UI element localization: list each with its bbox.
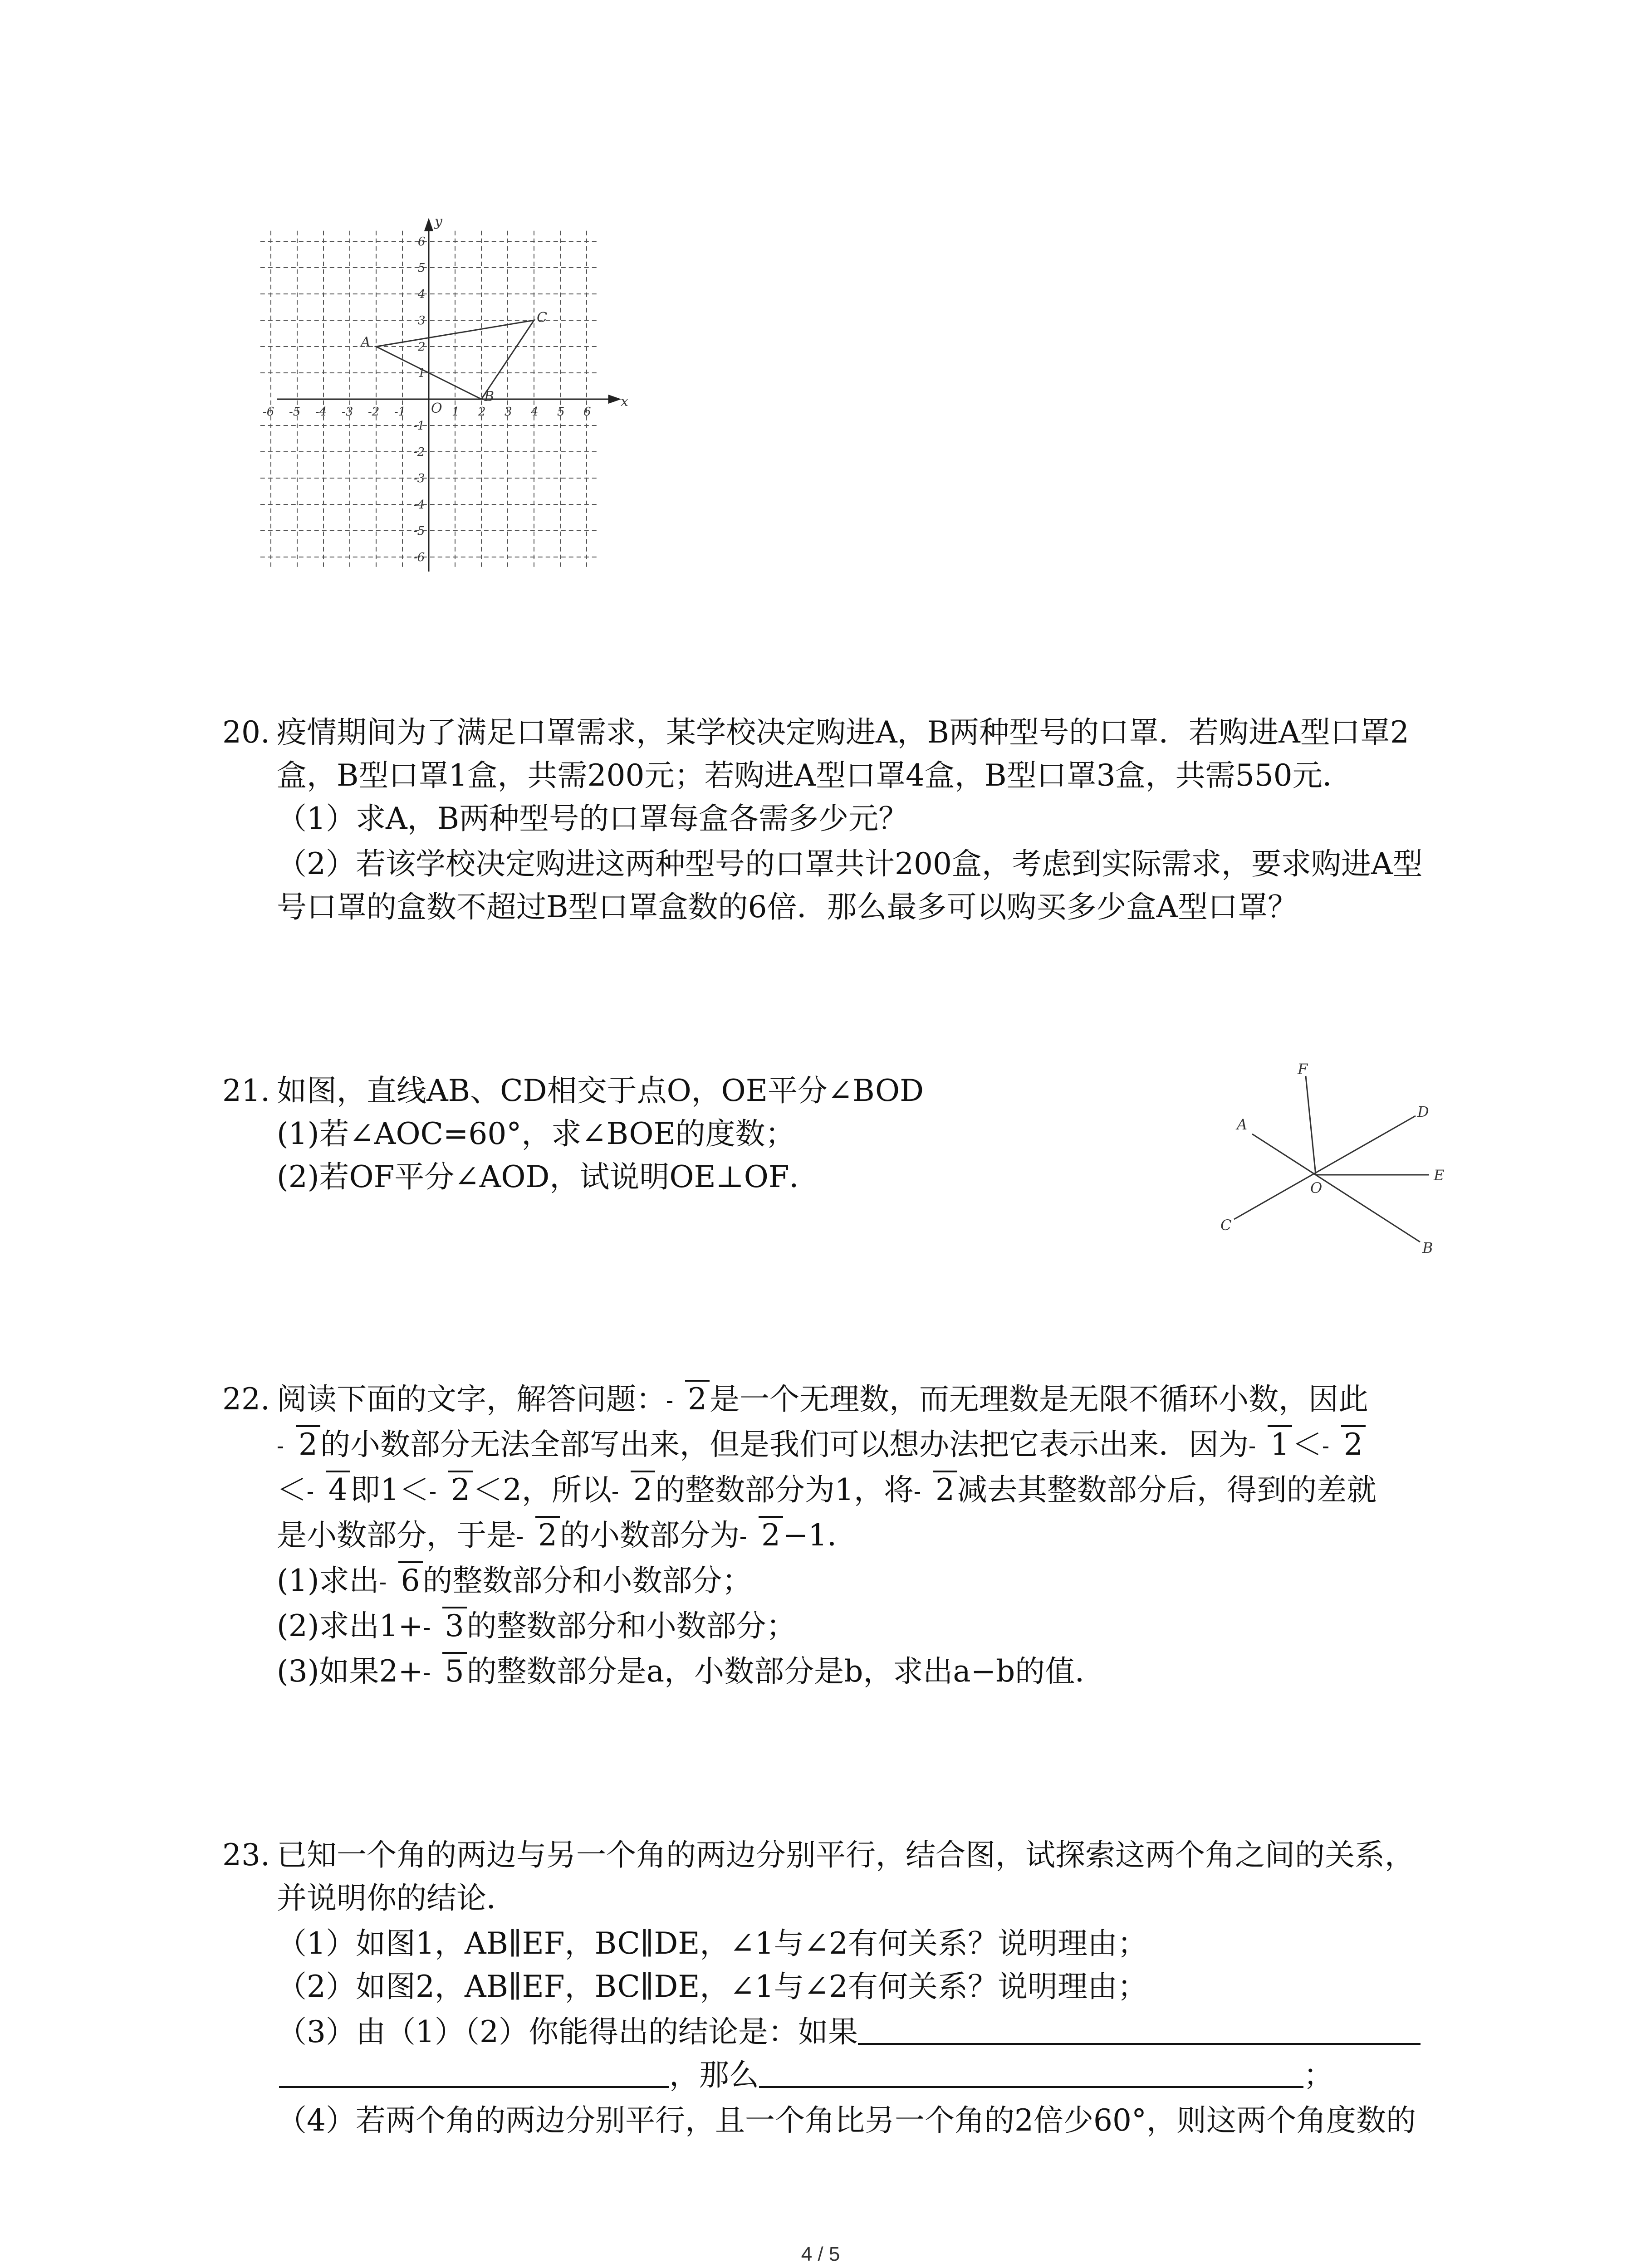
intersecting-lines-figure [1202, 1057, 1456, 1256]
x-tick-label: 6 [583, 405, 591, 419]
y-tick-label: 4 [418, 288, 426, 301]
radicand: 2 [685, 1380, 710, 1417]
sqrt-expression [429, 1467, 473, 1513]
less-than: ＜ [277, 1472, 307, 1507]
text-fragment: 是小数部分，于是 [277, 1518, 516, 1553]
y-tick-label: 5 [418, 261, 426, 275]
question-text: 并说明你的结论． [277, 1881, 516, 1916]
point-b-label: B [484, 389, 495, 405]
question-part: (1)若∠AOC=60°，求∠BOE的度数； [277, 1116, 795, 1151]
x-axis-label: x [621, 394, 628, 410]
label-f: F [1298, 1061, 1308, 1078]
x-tick-label: 3 [505, 405, 512, 419]
radicand: 2 [759, 1516, 783, 1553]
y-tick-label: 2 [418, 340, 426, 354]
label-b: B [1422, 1239, 1433, 1256]
question-part [277, 2009, 1421, 2055]
sqrt-expression [423, 1649, 467, 1694]
question-part: （1）求A，B两种型号的口罩每盒各需多少元？ [277, 801, 909, 836]
text-fragment: 的整数部分是a，小数部分是b，求出a−b的值． [466, 1654, 1105, 1689]
page-number: 4 / 5 [801, 2243, 840, 2265]
origin-label: O [431, 401, 442, 416]
label-c: C [1220, 1217, 1232, 1234]
text-fragment: 阅读下面的文字，解答问题： [277, 1382, 666, 1417]
question-part: （2）若该学校决定购进这两种型号的口罩共计200盒，考虑到实际需求，要求购进A型 [277, 846, 1423, 881]
label-o: O [1310, 1179, 1323, 1197]
text-fragment: 的整数部分和小数部分； [422, 1563, 752, 1598]
question-part: （2）如图2，AB∥EF，BC∥DE，∠1与∠2有何关系？说明理由； [277, 1969, 1147, 2004]
ray-of [1306, 1076, 1316, 1175]
x-tick-label: 4 [531, 405, 539, 419]
question-part: 号口罩的盒数不超过B型口罩盒数的6倍．那么最多可以购买多少盒A型口罩？ [277, 890, 1298, 924]
y-tick-label: 6 [418, 235, 426, 249]
sqrt-expression [277, 1422, 320, 1467]
question-part: （1）如图1，AB∥EF，BC∥DE，∠1与∠2有何关系？说明理由； [277, 1926, 1147, 1961]
question-part [279, 2053, 1333, 2098]
label-d: D [1417, 1103, 1429, 1120]
question-part [277, 1603, 796, 1649]
label-e: E [1434, 1167, 1445, 1184]
radicand: 2 [631, 1471, 655, 1508]
x-tick-label: -6 [263, 405, 274, 419]
question-part [277, 1649, 1105, 1694]
text-fragment: 的整数部分和小数部分； [466, 1608, 796, 1643]
text-fragment: ，那么 [669, 2058, 759, 2092]
text-fragment: 减去其整数部分后，得到的差就 [957, 1472, 1376, 1507]
sqrt-expression [307, 1467, 350, 1513]
y-tick-label: -3 [413, 472, 425, 485]
question-part: (2)若OF平分∠AOD，试说明OE⊥OF． [277, 1159, 819, 1194]
line-ab [1252, 1134, 1420, 1242]
x-tick-label: 1 [452, 405, 460, 419]
x-tick-label: 5 [557, 405, 565, 419]
x-tick-label: -3 [342, 405, 353, 419]
radicand: 2 [933, 1471, 957, 1508]
question-text [277, 1513, 857, 1558]
x-tick-label: -2 [368, 405, 380, 419]
radicand: 5 [442, 1652, 467, 1689]
x-tick-label: 2 [478, 405, 486, 419]
text-fragment: 的小数部分为 [560, 1518, 740, 1553]
point-c-label: C [537, 310, 547, 326]
sqrt-expression [379, 1558, 423, 1603]
text-fragment: （3）由（1）（2）你能得出的结论是：如果 [277, 2014, 858, 2049]
sqrt-expression [423, 1603, 467, 1649]
sqrt-expression [1322, 1422, 1366, 1467]
question-text [277, 1467, 1376, 1513]
x-tick-label: -4 [315, 405, 327, 419]
axes [277, 220, 619, 572]
y-tick-label: -6 [413, 551, 425, 564]
text-fragment: 即1＜ [350, 1472, 429, 1507]
radicand: 3 [442, 1607, 467, 1644]
text-fragment: (2)求出1+ [277, 1608, 423, 1643]
question-number: 23. [222, 1838, 270, 1872]
text-fragment: 是一个无理数，而无理数是无限不循环小数，因此 [710, 1382, 1368, 1417]
question-part: （4）若两个角的两边分别平行，且一个角比另一个角的2倍少60°，则这两个角度数的 [277, 2103, 1416, 2138]
y-axis-label: y [435, 214, 442, 230]
question-number: 20. [222, 715, 270, 750]
question-number: 21. [222, 1073, 270, 1108]
answer-blank[interactable] [858, 2011, 1421, 2045]
radicand: 2 [296, 1425, 320, 1462]
radicand: 1 [1268, 1425, 1292, 1462]
answer-blank[interactable] [759, 2054, 1303, 2088]
answer-blank[interactable] [279, 2054, 669, 2088]
label-a: A [1237, 1116, 1248, 1133]
y-tick-label: 3 [418, 314, 426, 327]
text-fragment: −1． [783, 1518, 857, 1553]
y-tick-label: 1 [418, 367, 426, 380]
y-tick-label: -5 [413, 524, 425, 538]
text-fragment: (3)如果2+ [277, 1654, 423, 1689]
question-text: 如图，直线AB、CD相交于点O，OE平分∠BOD [277, 1073, 924, 1108]
text-fragment: 的整数部分为1，将 [655, 1472, 914, 1507]
question-text: 盒，B型口罩1盒，共需200元；若购进A型口罩4盒，B型口罩3盒，共需550元． [277, 758, 1352, 793]
sqrt-expression [612, 1467, 655, 1513]
sqrt-expression [666, 1377, 710, 1422]
text-fragment: ； [1303, 2058, 1333, 2092]
point-a-label: A [361, 334, 371, 350]
x-tick-label: -1 [394, 405, 406, 419]
y-axis-arrow-icon [425, 220, 432, 230]
y-tick-label: -4 [413, 498, 425, 512]
y-tick-label: -1 [413, 419, 425, 433]
question-text [277, 1422, 1366, 1467]
radicand: 2 [535, 1516, 560, 1553]
sqrt-expression [740, 1513, 783, 1558]
text-fragment: 的小数部分无法全部写出来，但是我们可以想办法把它表示出来．因为 [320, 1427, 1249, 1462]
radicand: 2 [1341, 1425, 1366, 1462]
question-text: 疫情期间为了满足口罩需求，某学校决定购进A，B两种型号的口罩．若购进A型口罩2 [277, 715, 1409, 750]
radicand: 6 [398, 1561, 423, 1598]
question-part [277, 1558, 752, 1603]
text-fragment: (1)求出 [277, 1563, 379, 1598]
radicand: 4 [326, 1471, 350, 1508]
question-number: 22. [222, 1382, 270, 1417]
sqrt-expression [1249, 1422, 1292, 1467]
sqrt-expression [516, 1513, 560, 1558]
y-tick-label: -2 [413, 445, 425, 459]
question-text [277, 1377, 1368, 1422]
less-than: ＜ [1292, 1427, 1322, 1462]
x-axis-arrow-icon [609, 396, 619, 403]
line-cd [1234, 1116, 1416, 1219]
text-fragment: ＜2，所以 [473, 1472, 612, 1507]
sqrt-expression [914, 1467, 957, 1513]
radicand: 2 [448, 1471, 473, 1508]
coordinate-grid-figure [263, 213, 628, 576]
question-text: 已知一个角的两边与另一个角的两边分别平行，结合图，试探索这两个角之间的关系， [277, 1838, 1415, 1872]
x-tick-label: -5 [289, 405, 301, 419]
